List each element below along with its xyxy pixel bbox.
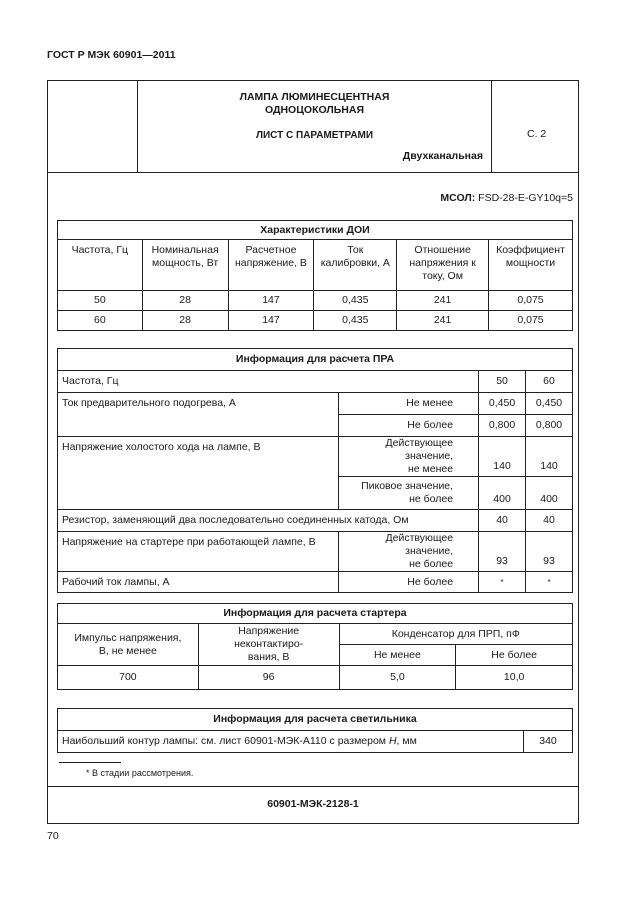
ocv-peak-label-line1: Пиковое значение, — [361, 480, 454, 492]
lamp-current-sub: Не более — [339, 572, 479, 593]
doi-cell: 28 — [142, 311, 228, 331]
starter-voltage-sub — [339, 532, 479, 572]
doi-header: Ток калибровки, А — [314, 240, 397, 291]
doi-cell: 0,075 — [489, 291, 573, 311]
ballast-cell: 50 — [479, 371, 526, 393]
starter-title: Информация для расчета стартера — [58, 604, 573, 624]
ocv-label: Напряжение холостого хода на лампе, В — [58, 437, 339, 510]
title-main — [138, 91, 491, 117]
title-line1: ЛАМПА ЛЮМИНЕСЦЕНТНАЯ — [239, 91, 390, 103]
doi-header: Коэффициент мощности — [489, 240, 573, 291]
table-row — [58, 666, 573, 690]
footnote: * В стадии рассмотрения. — [86, 768, 194, 778]
designation-label: МСОЛ: — [440, 192, 476, 204]
pulse-voltage-header — [58, 624, 199, 666]
ballast-cell: * — [526, 572, 573, 593]
ocv-peak-label-line2: не более — [409, 493, 454, 505]
designation-value: FSD-28-E-GY10q=5 — [475, 192, 573, 204]
non-operating-voltage-header — [198, 624, 339, 666]
page-number: 70 — [47, 830, 59, 842]
ballast-cell: 0,450 — [479, 393, 526, 415]
page-ref: С. 2 — [527, 128, 547, 140]
starter-voltage-sub-line2: не более — [409, 558, 454, 570]
max-outline-value: 340 — [524, 731, 573, 753]
max-outline-label — [58, 731, 524, 753]
ocv-rms-label-line1: Действующее значение, — [385, 437, 454, 462]
capacitor-header: Конденсатор для ПРП, пФ — [339, 624, 572, 645]
doi-cell: 60 — [58, 311, 143, 331]
doi-cell: 50 — [58, 291, 143, 311]
preheat-max-label: Не более — [339, 415, 479, 437]
starter-cell: 5,0 — [339, 666, 456, 690]
doi-table — [57, 220, 573, 331]
ballast-title: Информация для расчета ПРА — [58, 349, 573, 371]
doi-header: Частота, Гц — [58, 240, 143, 291]
doi-title: Характеристики ДОИ — [58, 221, 573, 240]
designation — [440, 192, 573, 204]
preheat-min-label: Не менее — [339, 393, 479, 415]
pulse-voltage-header-line2: В, не менее — [98, 644, 157, 657]
doi-header: Расчетное напряжение, В — [228, 240, 314, 291]
ballast-cell: 400 — [526, 477, 573, 510]
doi-cell: 241 — [397, 311, 489, 331]
title-line2: ОДНОЦОКОЛЬНАЯ — [264, 104, 365, 116]
resistor-label: Резистор, заменяющий два последовательно соединенных катода, Ом — [58, 510, 479, 532]
ballast-cell: 0,450 — [526, 393, 573, 415]
title-block — [47, 80, 579, 173]
ocv-rms-label-line2: не менее — [407, 463, 454, 475]
non-operating-voltage-header-line2: вания, В — [247, 651, 290, 663]
max-outline-symbol: H — [388, 735, 397, 747]
table-row — [58, 311, 573, 331]
doi-cell: 0,435 — [314, 311, 397, 331]
ballast-cell: * — [479, 572, 526, 593]
lamp-type: Двухканальная — [402, 150, 483, 162]
starter-table — [57, 603, 573, 690]
doi-header: Номинальная мощность, Вт — [142, 240, 228, 291]
starter-voltage-label: Напряжение на стартере при работающей лампе, В — [58, 532, 339, 572]
footer-divider — [47, 786, 579, 787]
capacitor-max-header: Не более — [456, 645, 573, 666]
ballast-cell: 400 — [479, 477, 526, 510]
document-header: ГОСТ Р МЭК 60901—2011 — [47, 49, 176, 61]
doi-cell: 147 — [228, 291, 314, 311]
footnote-rule — [59, 762, 121, 763]
frequency-label: Частота, Гц — [58, 371, 479, 393]
non-operating-voltage-header-line1: Напряжение неконтактиро- — [234, 625, 304, 650]
capacitor-min-header: Не менее — [339, 645, 456, 666]
sheet-title: ЛИСТ С ПАРАМЕТРАМИ — [255, 130, 374, 141]
ballast-cell: 60 — [526, 371, 573, 393]
doi-cell: 147 — [228, 311, 314, 331]
doi-header: Отношение напряжения к току, Ом — [397, 240, 489, 291]
doi-cell: 0,435 — [314, 291, 397, 311]
ballast-cell: 40 — [479, 510, 526, 532]
ballast-cell: 93 — [479, 532, 526, 572]
luminaire-title: Информация для расчета светильника — [58, 709, 573, 731]
doi-cell: 241 — [397, 291, 489, 311]
ocv-rms-label — [339, 437, 479, 477]
ballast-cell: 140 — [479, 437, 526, 477]
max-outline-text-b: , мм — [396, 735, 417, 747]
starter-cell: 10,0 — [456, 666, 573, 690]
ballast-cell: 0,800 — [526, 415, 573, 437]
starter-cell: 96 — [198, 666, 339, 690]
starter-cell: 700 — [58, 666, 199, 690]
lamp-current-label: Рабочий ток лампы, А — [58, 572, 339, 593]
sheet-id: 60901-МЭК-2128-1 — [267, 798, 359, 810]
ballast-cell: 140 — [526, 437, 573, 477]
ballast-table — [57, 348, 573, 593]
doi-cell: 0,075 — [489, 311, 573, 331]
ballast-cell: 0,800 — [479, 415, 526, 437]
max-outline-text-a: Наибольший контур лампы: см. лист 60901-МЭК-А110 с размером — [62, 735, 389, 747]
preheat-label: Ток предварительного подогрева, А — [58, 393, 339, 437]
ballast-cell: 93 — [526, 532, 573, 572]
ballast-cell: 40 — [526, 510, 573, 532]
doi-cell: 28 — [142, 291, 228, 311]
starter-voltage-sub-line1: Действующее значение, — [385, 532, 454, 557]
table-row — [58, 291, 573, 311]
ocv-peak-label — [339, 477, 479, 510]
luminaire-table — [57, 708, 573, 753]
pulse-voltage-header-line1: Импульс напряжения, — [74, 631, 182, 644]
